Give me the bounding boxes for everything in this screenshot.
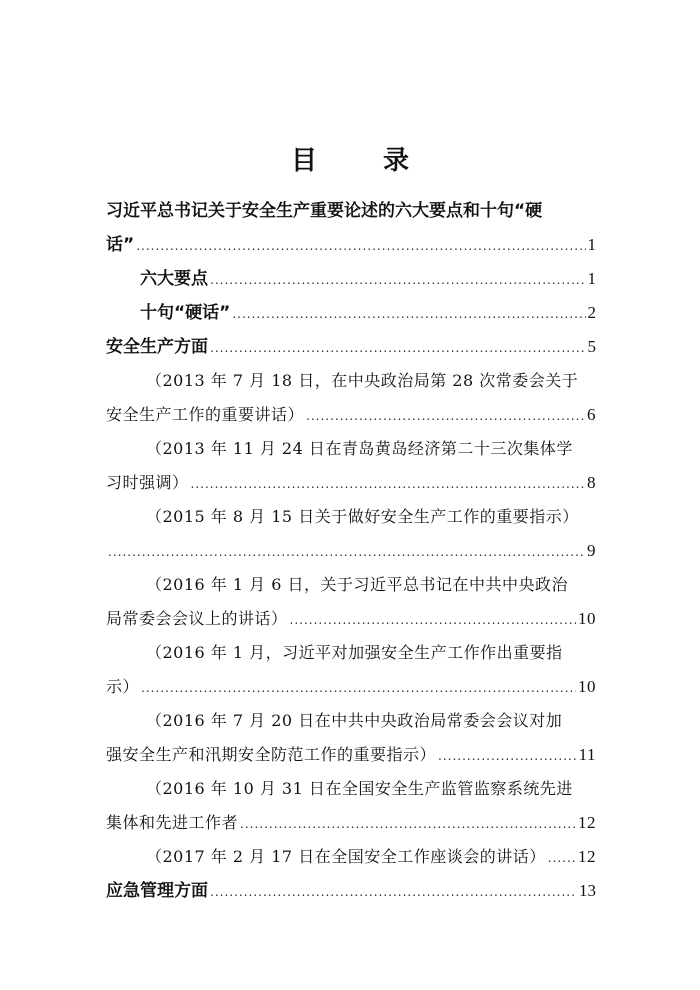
toc-entry-text: （2013 年 7 月 18 日，在中央政治局第 28 次常委会关于	[146, 371, 579, 390]
toc-entry-2016-01-06[interactable]	[106, 568, 596, 636]
toc-page-number: 1	[587, 269, 596, 288]
toc-entry-text: 安全生产方面	[106, 337, 208, 357]
toc-page-number: 11	[578, 745, 596, 764]
toc-page-number: 12	[578, 813, 596, 832]
leader-dots	[438, 739, 577, 773]
toc-title: 目 录	[290, 146, 429, 176]
toc-entry-text: 应急管理方面	[106, 881, 208, 901]
leader-dots	[141, 671, 576, 705]
toc-entry-text-cont: 集体和先进工作者	[106, 813, 239, 832]
toc-entry-text: （2016 年 10 月 31 日在全国安全生产监管监察系统先进	[146, 779, 573, 798]
toc-entry-six-key-points[interactable]	[106, 262, 596, 296]
table-of-contents	[106, 194, 596, 908]
toc-entry-text: （2016 年 7 月 20 日在中共中央政治局常委会会议对加	[146, 711, 563, 730]
toc-entry-work-safety-section[interactable]	[106, 330, 596, 364]
toc-entry-text: （2013 年 11 月 24 日在青岛黄岛经济第二十三次集体学	[146, 439, 573, 458]
leader-dots	[548, 841, 576, 875]
toc-page-number: 9	[587, 541, 596, 560]
leader-dots	[240, 807, 576, 841]
leader-dots	[191, 467, 585, 501]
toc-page-number: 2	[587, 303, 596, 322]
toc-entry-2015-08-15[interactable]	[106, 500, 596, 568]
toc-page-number: 5	[587, 337, 596, 356]
toc-entry-text: （2017 年 2 月 17 日在全国安全工作座谈会的讲话）	[146, 847, 546, 866]
leader-dots	[210, 263, 586, 297]
leader-dots	[232, 297, 585, 331]
toc-entry-2017-02-17[interactable]	[106, 840, 596, 874]
toc-page-number: 10	[578, 609, 596, 628]
toc-entry-2016-01[interactable]	[106, 636, 596, 704]
leader-dots	[210, 875, 577, 909]
leader-dots	[210, 331, 586, 365]
toc-page-number: 12	[578, 847, 596, 866]
toc-entry-text-cont: 安全生产工作的重要讲话）	[106, 405, 305, 424]
leader-dots	[108, 535, 585, 569]
toc-page-number: 1	[587, 235, 596, 254]
toc-entry-2016-07-20[interactable]	[106, 704, 596, 772]
toc-entry-2016-10-31[interactable]	[106, 772, 596, 840]
toc-entry-text: 习近平总书记关于安全生产重要论述的六大要点和十句“硬	[106, 201, 543, 221]
toc-page-number: 10	[578, 677, 596, 696]
leader-dots	[136, 229, 585, 263]
toc-entry-ten-hard-words[interactable]	[106, 296, 596, 330]
toc-entry-text-cont: 强安全生产和汛期安全防范工作的重要指示）	[106, 745, 437, 764]
toc-entry-2013-07-18[interactable]	[106, 364, 596, 432]
toc-page-number: 6	[587, 405, 596, 424]
toc-entry-text: （2016 年 1 月 6 日，关于习近平总书记在中共中央政治	[146, 575, 569, 594]
toc-entry-text: 十句“硬话”	[140, 303, 231, 323]
toc-entry-text: 六大要点	[140, 269, 208, 289]
toc-entry-text: （2015 年 8 月 15 日关于做好安全生产工作的重要指示）	[146, 507, 579, 526]
toc-entry-text-cont: 话”	[106, 235, 135, 255]
toc-entry-2013-11-24[interactable]	[106, 432, 596, 500]
toc-entry-text-cont: 局常委会会议上的讲话）	[106, 609, 288, 628]
leader-dots	[290, 603, 576, 637]
toc-entry-emergency-management-section[interactable]	[106, 874, 596, 908]
toc-page-number: 8	[587, 473, 596, 492]
toc-entry-text: （2016 年 1 月，习近平对加强安全生产工作作出重要指	[146, 643, 563, 662]
toc-entry-xi-key-points-and-hard-words[interactable]	[106, 194, 596, 262]
leader-dots	[306, 399, 585, 433]
toc-page-number: 13	[579, 881, 596, 900]
toc-entry-text-cont: 示）	[106, 677, 140, 696]
toc-entry-text-cont: 习时强调）	[106, 473, 189, 492]
